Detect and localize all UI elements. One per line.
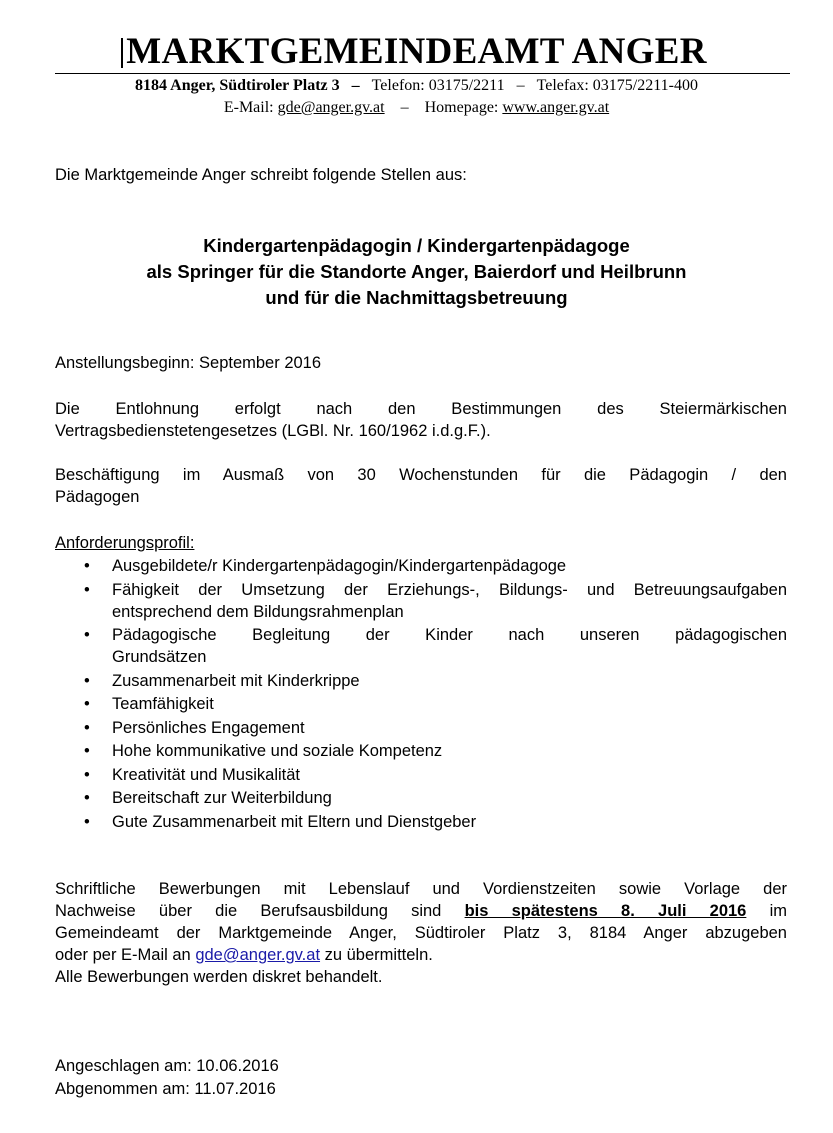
bullet-icon: •: [84, 695, 90, 713]
requirement-item: [55, 624, 787, 668]
application-text: Nachweise über die Berufsausbildung sind: [55, 902, 442, 920]
requirement-text: Grundsätzen: [112, 648, 207, 666]
application-line: [55, 944, 787, 966]
bullet-icon: •: [84, 580, 90, 599]
requirements-heading: Anforderungsprofil:: [55, 534, 195, 552]
requirement-text: Persönliches Engagement: [112, 718, 305, 737]
requirement-text: entsprechend dem Bildungsrahmenplan: [112, 602, 404, 621]
requirement-item: [55, 579, 787, 623]
bullet-icon: •: [84, 557, 90, 575]
requirement-item: [55, 787, 787, 809]
contact-line: [0, 77, 833, 95]
separator: –: [400, 99, 409, 116]
requirements-list: [55, 555, 787, 834]
requirement-text: Zusammenarbeit mit Kinderkrippe: [112, 671, 360, 690]
employment-line: Beschäftigung im Ausmaß von 30 Wochenstunden für die Pädagogin / den: [55, 466, 787, 484]
bullet-icon: •: [84, 789, 90, 807]
pay-line: Vertragsbedienstetengesetzes (LGBl. Nr. 160/1962 i.d.g.F.).: [55, 422, 491, 440]
bullet-icon: •: [84, 718, 90, 737]
requirement-text: Kreativität und Musikalität: [112, 765, 301, 784]
pay-paragraph: [55, 398, 787, 442]
requirement-text: Bereitschaft zur Weiterbildung: [112, 789, 332, 807]
requirement-text: Fähigkeit der Umsetzung der Erziehungs-, Bildungs- und Betreuungsaufgaben: [112, 580, 787, 599]
job-title-line: Kindergartenpädagogin / Kindergartenpädagoge: [203, 235, 630, 256]
email-label: E-Mail:: [223, 99, 274, 116]
removed-date: Abgenommen am: 11.07.2016: [55, 1080, 276, 1098]
requirement-text: Gute Zusammenarbeit mit Eltern und Dienstgeber: [112, 812, 477, 831]
separator: –: [516, 77, 525, 94]
pay-line: Die Entlohnung erfolgt nach den Bestimmungen des Steiermärkischen: [55, 400, 787, 418]
requirement-item: [55, 717, 787, 739]
requirement-item: [55, 670, 787, 692]
intro-text: Die Marktgemeinde Anger schreibt folgende Stellen aus:: [55, 166, 467, 184]
requirement-item: [55, 811, 787, 833]
bullet-icon: •: [84, 765, 90, 784]
web-line: [0, 99, 833, 117]
homepage-link[interactable]: www.anger.gv.at: [502, 99, 610, 116]
requirement-text: Pädagogische Begleitung der Kinder nach unseren pädagogischen: [112, 626, 787, 644]
start-date: Anstellungsbeginn: September 2016: [55, 354, 322, 372]
application-text: zu übermitteln.: [324, 946, 433, 964]
employment-paragraph: [55, 464, 787, 508]
bullet-icon: •: [84, 671, 90, 690]
requirement-item: [55, 764, 787, 786]
job-title-line: und für die Nachmittagsbetreuung: [265, 287, 568, 308]
header-email-link[interactable]: gde@anger.gv.at: [277, 99, 385, 116]
application-text: im: [769, 902, 787, 920]
requirement-item: [55, 740, 787, 762]
requirement-item: [55, 555, 787, 577]
employment-line: Pädagogen: [55, 488, 140, 506]
application-line: Schriftliche Bewerbungen mit Lebenslauf und Vordienstzeiten sowie Vorlage der: [55, 880, 787, 898]
job-title-line: als Springer für die Standorte Anger, Baierdorf und Heilbrunn: [146, 261, 687, 282]
address: 8184 Anger, Südtiroler Platz 3: [135, 77, 340, 94]
application-line: [55, 900, 787, 922]
requirement-text: Teamfähigkeit: [112, 695, 214, 713]
bullet-icon: •: [84, 812, 90, 831]
phone: Telefon: 03175/2211: [371, 77, 505, 94]
requirement-text: Ausgebildete/r Kindergartenpädagogin/Kindergartenpädagoge: [112, 557, 567, 575]
homepage-label: Homepage:: [424, 99, 499, 116]
job-title: [0, 233, 833, 311]
bullet-icon: •: [84, 626, 90, 644]
page-title: MARKTGEMEINDEAMT ANGER: [126, 31, 707, 72]
requirement-item: [55, 693, 787, 715]
email-link[interactable]: gde@anger.gv.at: [195, 946, 321, 964]
posted-date: Angeschlagen am: 10.06.2016: [55, 1057, 279, 1075]
header-divider: [55, 73, 790, 74]
application-line: Gemeindeamt der Marktgemeinde Anger, Südtiroler Platz 3, 8184 Anger abzugeben: [55, 924, 787, 942]
fax: Telefax: 03175/2211-400: [536, 77, 698, 94]
deadline: bis spätestens 8. Juli 2016: [464, 902, 747, 920]
application-text: oder per E-Mail an: [55, 946, 191, 964]
application-line: Alle Bewerbungen werden diskret behandelt.: [55, 968, 383, 986]
separator: –: [351, 77, 360, 94]
application-paragraph: [55, 878, 787, 988]
requirement-text: Hohe kommunikative und soziale Kompetenz: [112, 742, 443, 760]
bullet-icon: •: [84, 742, 90, 760]
